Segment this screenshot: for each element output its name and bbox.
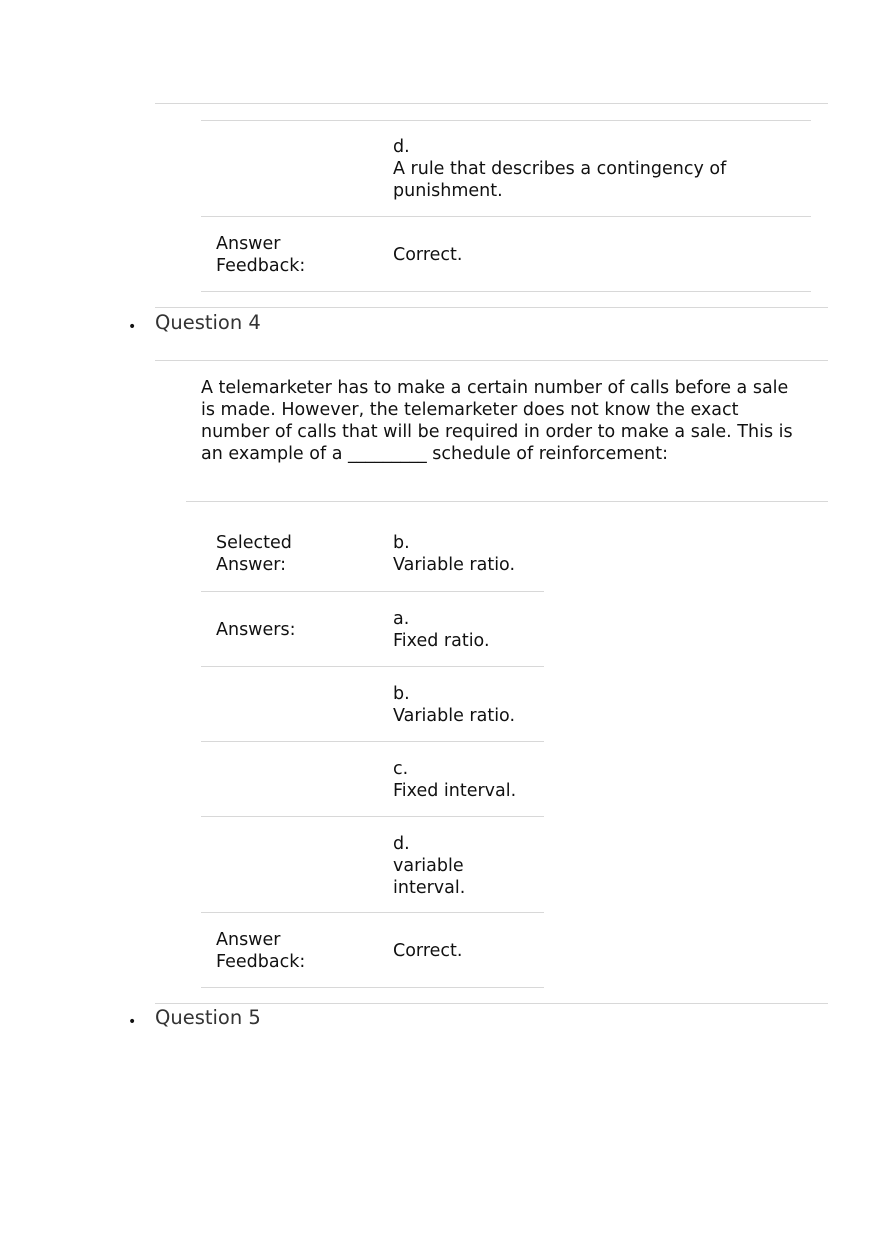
bullet-icon: •: [128, 319, 137, 335]
divider: [201, 741, 544, 742]
selected-answer-letter: b.: [393, 533, 410, 553]
divider: [155, 1003, 828, 1004]
answer-option-b: b. Variable ratio.: [393, 684, 516, 726]
divider: [155, 103, 828, 104]
selected-answer-text: Variable ratio.: [393, 555, 516, 575]
option-letter: d.: [393, 137, 410, 157]
divider: [201, 591, 544, 592]
selected-answer-label: Selected Answer:: [216, 533, 292, 575]
question-prompt: A telemarketer has to make a certain number of calls before a sale is made. However, the telemarketer does not know the exact number of calls that will be required in order to make a sale. This is an example of a _________ schedule of reinforcement:: [201, 378, 793, 464]
answers-label: Answers:: [216, 620, 296, 640]
divider: [201, 912, 544, 913]
feedback-value: Correct.: [393, 941, 463, 961]
answer-option-c: c. Fixed interval.: [393, 759, 517, 801]
divider: [201, 216, 811, 217]
divider: [155, 307, 828, 308]
divider: [201, 120, 811, 121]
feedback-value: Correct.: [393, 245, 463, 265]
feedback-label: Answer Feedback:: [216, 234, 306, 276]
option-text: A rule that describes a contingency of punishment.: [393, 159, 727, 201]
question-title: Question 5: [155, 1006, 261, 1029]
divider: [201, 987, 544, 988]
feedback-label: Answer Feedback:: [216, 930, 306, 972]
divider: [186, 501, 828, 502]
divider: [155, 360, 828, 361]
question-title: Question 4: [155, 311, 261, 334]
answer-option-d: d. variable interval.: [393, 834, 466, 898]
bullet-icon: •: [128, 1014, 137, 1030]
divider: [201, 816, 544, 817]
answer-option-a: a. Fixed ratio.: [393, 609, 490, 651]
selected-answer: [393, 532, 515, 576]
divider: [201, 666, 544, 667]
divider: [201, 291, 811, 292]
